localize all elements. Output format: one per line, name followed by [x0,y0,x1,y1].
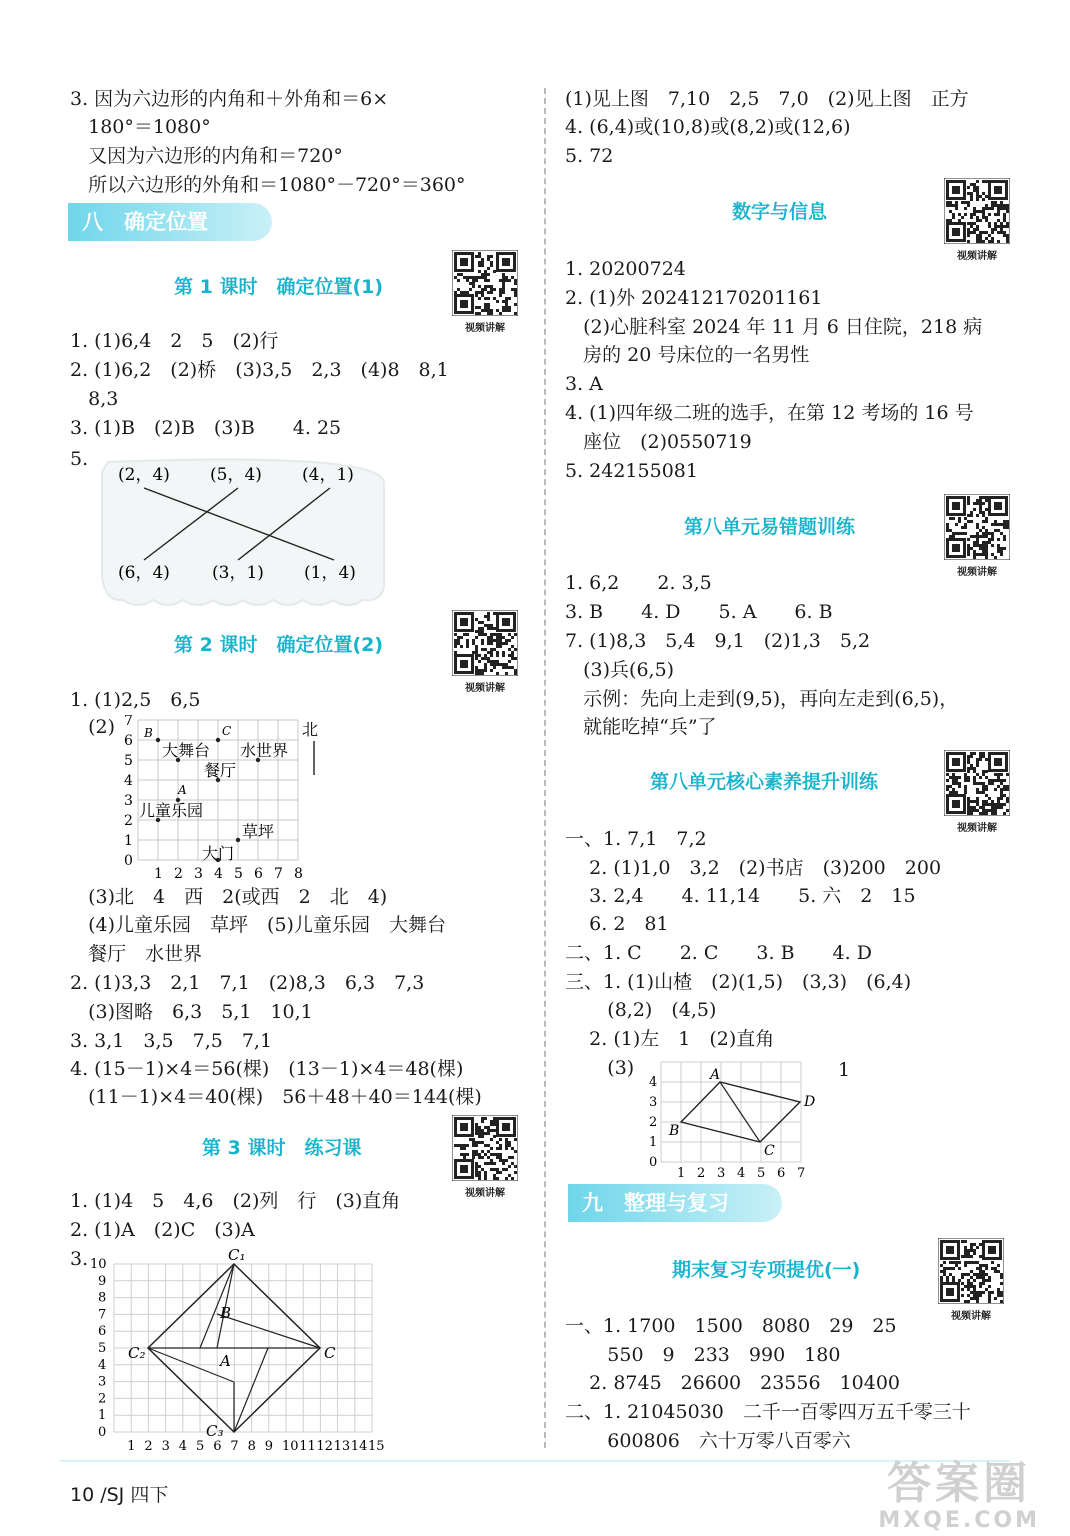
final-line-5: 600806 六十万零八百零六 [565,1430,851,1452]
errors-line-1: 1. 6,2 2. 3,5 [565,572,712,594]
svg-text:1: 1 [124,833,133,849]
svg-text:1: 1 [677,1166,686,1179]
qr-label: 视频讲解 [957,251,997,262]
column-divider [544,88,546,1448]
q3-line-2: 180°＝1080° [70,116,211,138]
svg-text:8: 8 [98,1290,107,1306]
watermark [878,1460,1040,1533]
core-line-9: (3) [565,1057,635,1079]
digits-line-6: 4. (1)四年级二班的选手，在第 12 考场的 16 号 [565,402,974,424]
watermark-domain: MXQE.COM [878,1508,1040,1533]
map-point-b: B [144,726,153,740]
lesson-2-title: 第 2 课时 确定位置(2) [174,634,384,656]
point-c1: C₁ [228,1246,246,1264]
matching-diagram [98,452,390,608]
point-c2: C₂ [128,1344,146,1362]
errors-title: 第八单元易错题训练 [684,516,856,538]
errors-line-3: 7. (1)8,3 5,4 9,1 (2)1,3 5,2 [565,630,871,652]
svg-text:2: 2 [174,866,183,882]
qr-code-icon [944,750,1010,816]
match-top-3: (4，1) [302,465,354,485]
core-line-5: 二、1. C 2. C 3. B 4. D [565,942,872,964]
core-line-6: 三、1. (1)山楂 (2)(1,5) (3,3) (6,4) [565,971,912,993]
map-dot-lawn [236,838,240,842]
l1-line-2: 2. (1)6,2 (2)桥 (3)3,5 2,3 (4)8 8,1 [70,359,449,381]
qr-code-icon [938,1238,1004,1304]
quadrilateral-grid [646,1055,826,1179]
digits-line-7: 座位 (2)0550719 [565,431,752,453]
errors-line-5: 示例：先向上走到(9,5)，再向左走到(6,5)， [565,688,959,710]
point-b: B [220,1304,232,1322]
svg-text:3: 3 [161,1439,170,1454]
watermark-logo: 答案圈 [887,1458,1032,1509]
svg-text:3: 3 [194,866,203,882]
map-label-water: 水世界 [240,741,289,760]
core-line-7: (8,2) (4,5) [565,999,717,1021]
svg-text:2: 2 [98,1391,107,1407]
quad-point-b: B [669,1123,680,1139]
l3-line-2: 2. (1)A (2)C (3)A [70,1219,255,1241]
qr-code-lesson-2[interactable] [452,610,518,694]
point-c: C [324,1344,336,1362]
svg-text:4: 4 [737,1166,746,1179]
l1-line-4: 3. (1)B (2)B (3)B 4. 25 [70,417,342,439]
svg-text:6: 6 [254,866,263,882]
final-line-1: 一、1. 1700 1500 8080 29 25 [565,1315,897,1337]
q3-line-1: 3. 因为六边形的内角和＋外角和＝6× [70,88,389,110]
match-top-1: (2，4) [118,465,170,485]
svg-text:1: 1 [649,1135,658,1150]
l2-line-9: 4. (15－1)×4＝56(棵) (13－1)×4＝48(棵) [70,1058,464,1080]
svg-text:7: 7 [98,1307,107,1323]
qr-label: 视频讲解 [465,323,505,334]
svg-text:4: 4 [214,866,223,882]
qr-code-final[interactable] [938,1238,1004,1322]
r-top-line-2: 4. (6,4)或(10,8)或(8,2)或(12,6) [565,116,851,138]
match-bottom-3: (1，4) [304,563,356,583]
svg-text:2: 2 [697,1166,706,1179]
qr-label: 视频讲解 [465,1188,505,1199]
svg-text:6: 6 [124,733,133,749]
qr-label: 视频讲解 [465,683,505,694]
digits-line-5: 3. A [565,373,603,395]
lesson-3-title: 第 3 课时 练习课 [202,1137,362,1159]
core-line-2: 2. (1)1,0 3,2 (2)书店 (3)200 200 [565,857,942,879]
page-footer: 10 /SJ 四下 [70,1484,169,1506]
svg-text:4: 4 [178,1439,188,1454]
l2-line-3: (3)北 4 西 2(或西 2 北 4) [70,886,388,908]
map-dot-c [216,738,220,742]
svg-text:0: 0 [124,853,133,869]
svg-text:5: 5 [234,866,243,882]
svg-text:0: 0 [649,1155,658,1170]
svg-text:9: 9 [98,1273,107,1289]
match-bottom-1: (6，4) [118,563,170,583]
qr-code-icon [452,1115,518,1181]
qr-label: 视频讲解 [957,823,997,834]
final-line-3: 2. 8745 26600 23556 10400 [565,1372,901,1394]
svg-text:8: 8 [247,1439,256,1454]
qr-code-icon [452,610,518,676]
svg-text:3: 3 [124,793,133,809]
qr-code-digits[interactable] [944,178,1010,262]
match-bottom-2: (3，1) [212,563,264,583]
digits-line-8: 5. 242155081 [565,460,698,482]
core-line-8: 2. (1)左 1 (2)直角 [565,1028,775,1050]
qr-label: 视频讲解 [951,1311,991,1322]
map-label-restaurant: 餐厅 [204,761,237,780]
svg-text:7: 7 [124,715,133,729]
map-label-lawn: 草坪 [242,822,275,841]
q3-line-4: 所以六边形的外角和＝1080°－720°＝360° [70,174,466,196]
svg-text:6: 6 [777,1166,786,1179]
svg-text:3: 3 [717,1166,726,1179]
svg-text:2: 2 [649,1115,658,1130]
digits-line-2: 2. (1)外 202412170201161 [565,287,823,309]
map-point-c: C [222,724,232,738]
svg-text:10: 10 [282,1439,299,1454]
map-label-stage: 大舞台 [162,741,211,760]
svg-text:5: 5 [196,1439,205,1454]
r-top-line-3: 5. 72 [565,145,614,167]
core-title: 第八单元核心素养提升训练 [650,771,879,793]
svg-text:5: 5 [124,753,133,769]
quad-point-a: A [710,1067,721,1083]
core-line-1: 一、1. 7,1 7,2 [565,828,707,850]
l3-line-3: 3. [70,1248,89,1270]
l1-line-1: 1. (1)6,4 2 5 (2)行 [70,330,279,352]
svg-text:7: 7 [797,1166,806,1179]
final-line-2: 550 9 233 990 180 [565,1344,841,1366]
l1-line-5: 5. [70,448,89,470]
svg-text:13: 13 [333,1439,351,1454]
svg-text:3: 3 [649,1095,658,1110]
lesson-1-title: 第 1 课时 确定位置(1) [174,276,384,298]
l2-line-7: (3)图略 6,3 5,1 10,1 [70,1001,313,1023]
svg-text:4: 4 [649,1075,658,1090]
svg-text:6: 6 [213,1439,222,1454]
core-line-3: 3. 2,4 4. 11,14 5. 六 2 15 [565,885,916,907]
quad-point-c: C [764,1143,775,1159]
map-label-gate: 大门 [202,844,235,863]
quad-gridlines [661,1062,801,1162]
digits-line-3: (2)心脏科室 2024 年 11 月 6 日住院，218 病 [565,316,983,338]
errors-line-4: (3)兵(6,5) [565,659,675,681]
errors-line-2: 3. B 4. D 5. A 6. B [565,601,833,623]
svg-text:7: 7 [230,1439,239,1454]
qr-code-icon [944,494,1010,560]
svg-text:8: 8 [294,866,303,882]
l2-line-8: 3. 3,1 3,5 7,5 7,1 [70,1030,273,1052]
l1-line-3: 8,3 [70,388,119,410]
l2-line-2: (2) [70,716,116,738]
qr-label: 视频讲解 [957,567,997,578]
svg-text:14: 14 [350,1439,368,1454]
footer-rule [60,1460,1010,1462]
final-title: 期末复习专项提优(一) [672,1259,861,1281]
svg-text:2: 2 [124,813,133,829]
svg-text:1: 1 [98,1408,107,1424]
l2-line-6: 2. (1)3,3 2,1 7,1 (2)8,3 6,3 7,3 [70,972,425,994]
digits-line-4: 房的 20 号床位的一名男性 [565,344,810,366]
svg-text:1: 1 [154,866,163,882]
qr-code-core[interactable] [944,750,1010,834]
quad-point-d: D [804,1094,816,1110]
svg-text:2: 2 [144,1439,153,1454]
map-dot-b [156,738,160,742]
l2-line-1: 1. (1)2,5 6,5 [70,689,201,711]
unit-9-title: 九 整理与复习 [568,1184,782,1222]
qr-code-lesson-1[interactable] [452,250,518,334]
svg-text:7: 7 [274,866,283,882]
q3-line-3: 又因为六边形的内角和＝720° [70,145,343,167]
digits-line-1: 1. 20200724 [565,258,686,280]
errors-line-6: 就能吃掉“兵”了 [565,716,717,738]
l2-line-5: 餐厅 水世界 [70,943,203,965]
svg-text:9: 9 [264,1439,274,1454]
segment-c3-top [234,1348,268,1432]
svg-text:6: 6 [98,1324,107,1340]
svg-text:12: 12 [316,1439,333,1454]
core-line-4: 6. 2 81 [565,913,669,935]
r-top-line-1: (1)见上图 7,10 2,5 7,0 (2)见上图 正方 [565,88,969,110]
svg-text:10: 10 [90,1257,107,1272]
map-label-north: 北 [302,720,319,739]
svg-text:4: 4 [98,1357,107,1373]
l2-line-4: (4)儿童乐园 草坪 (5)儿童乐园 大舞台 [70,914,446,936]
match-top-2: (5，4) [210,465,262,485]
qr-code-lesson-3[interactable] [452,1115,518,1199]
core-extra-answer: 1 [838,1059,851,1081]
point-a: A [220,1352,231,1370]
svg-text:5: 5 [98,1341,107,1356]
square-grid-diagram [90,1242,390,1454]
map-point-a: A [178,783,187,797]
svg-text:3: 3 [98,1374,107,1390]
park-map-grid [118,715,328,885]
unit-8-title: 八 确定位置 [68,203,272,241]
svg-text:0: 0 [98,1425,107,1440]
map-label-park: 儿童乐园 [139,801,204,820]
svg-text:5: 5 [757,1166,766,1179]
svg-text:15: 15 [368,1439,385,1454]
qr-code-icon [944,178,1010,244]
qr-code-icon [452,250,518,316]
final-line-4: 二、1. 21045030 二千一百零四万五千零三十 [565,1401,971,1423]
svg-text:11: 11 [299,1439,316,1454]
svg-text:4: 4 [124,773,133,789]
svg-text:1: 1 [127,1439,136,1454]
point-c3: C₃ [206,1422,224,1440]
qr-code-errors[interactable] [944,494,1010,578]
l3-line-1: 1. (1)4 5 4,6 (2)列 行 (3)直角 [70,1190,401,1212]
digits-title: 数字与信息 [732,201,828,223]
l2-line-10: (11－1)×4＝40(棵) 56＋48＋40＝144(棵) [70,1086,482,1108]
